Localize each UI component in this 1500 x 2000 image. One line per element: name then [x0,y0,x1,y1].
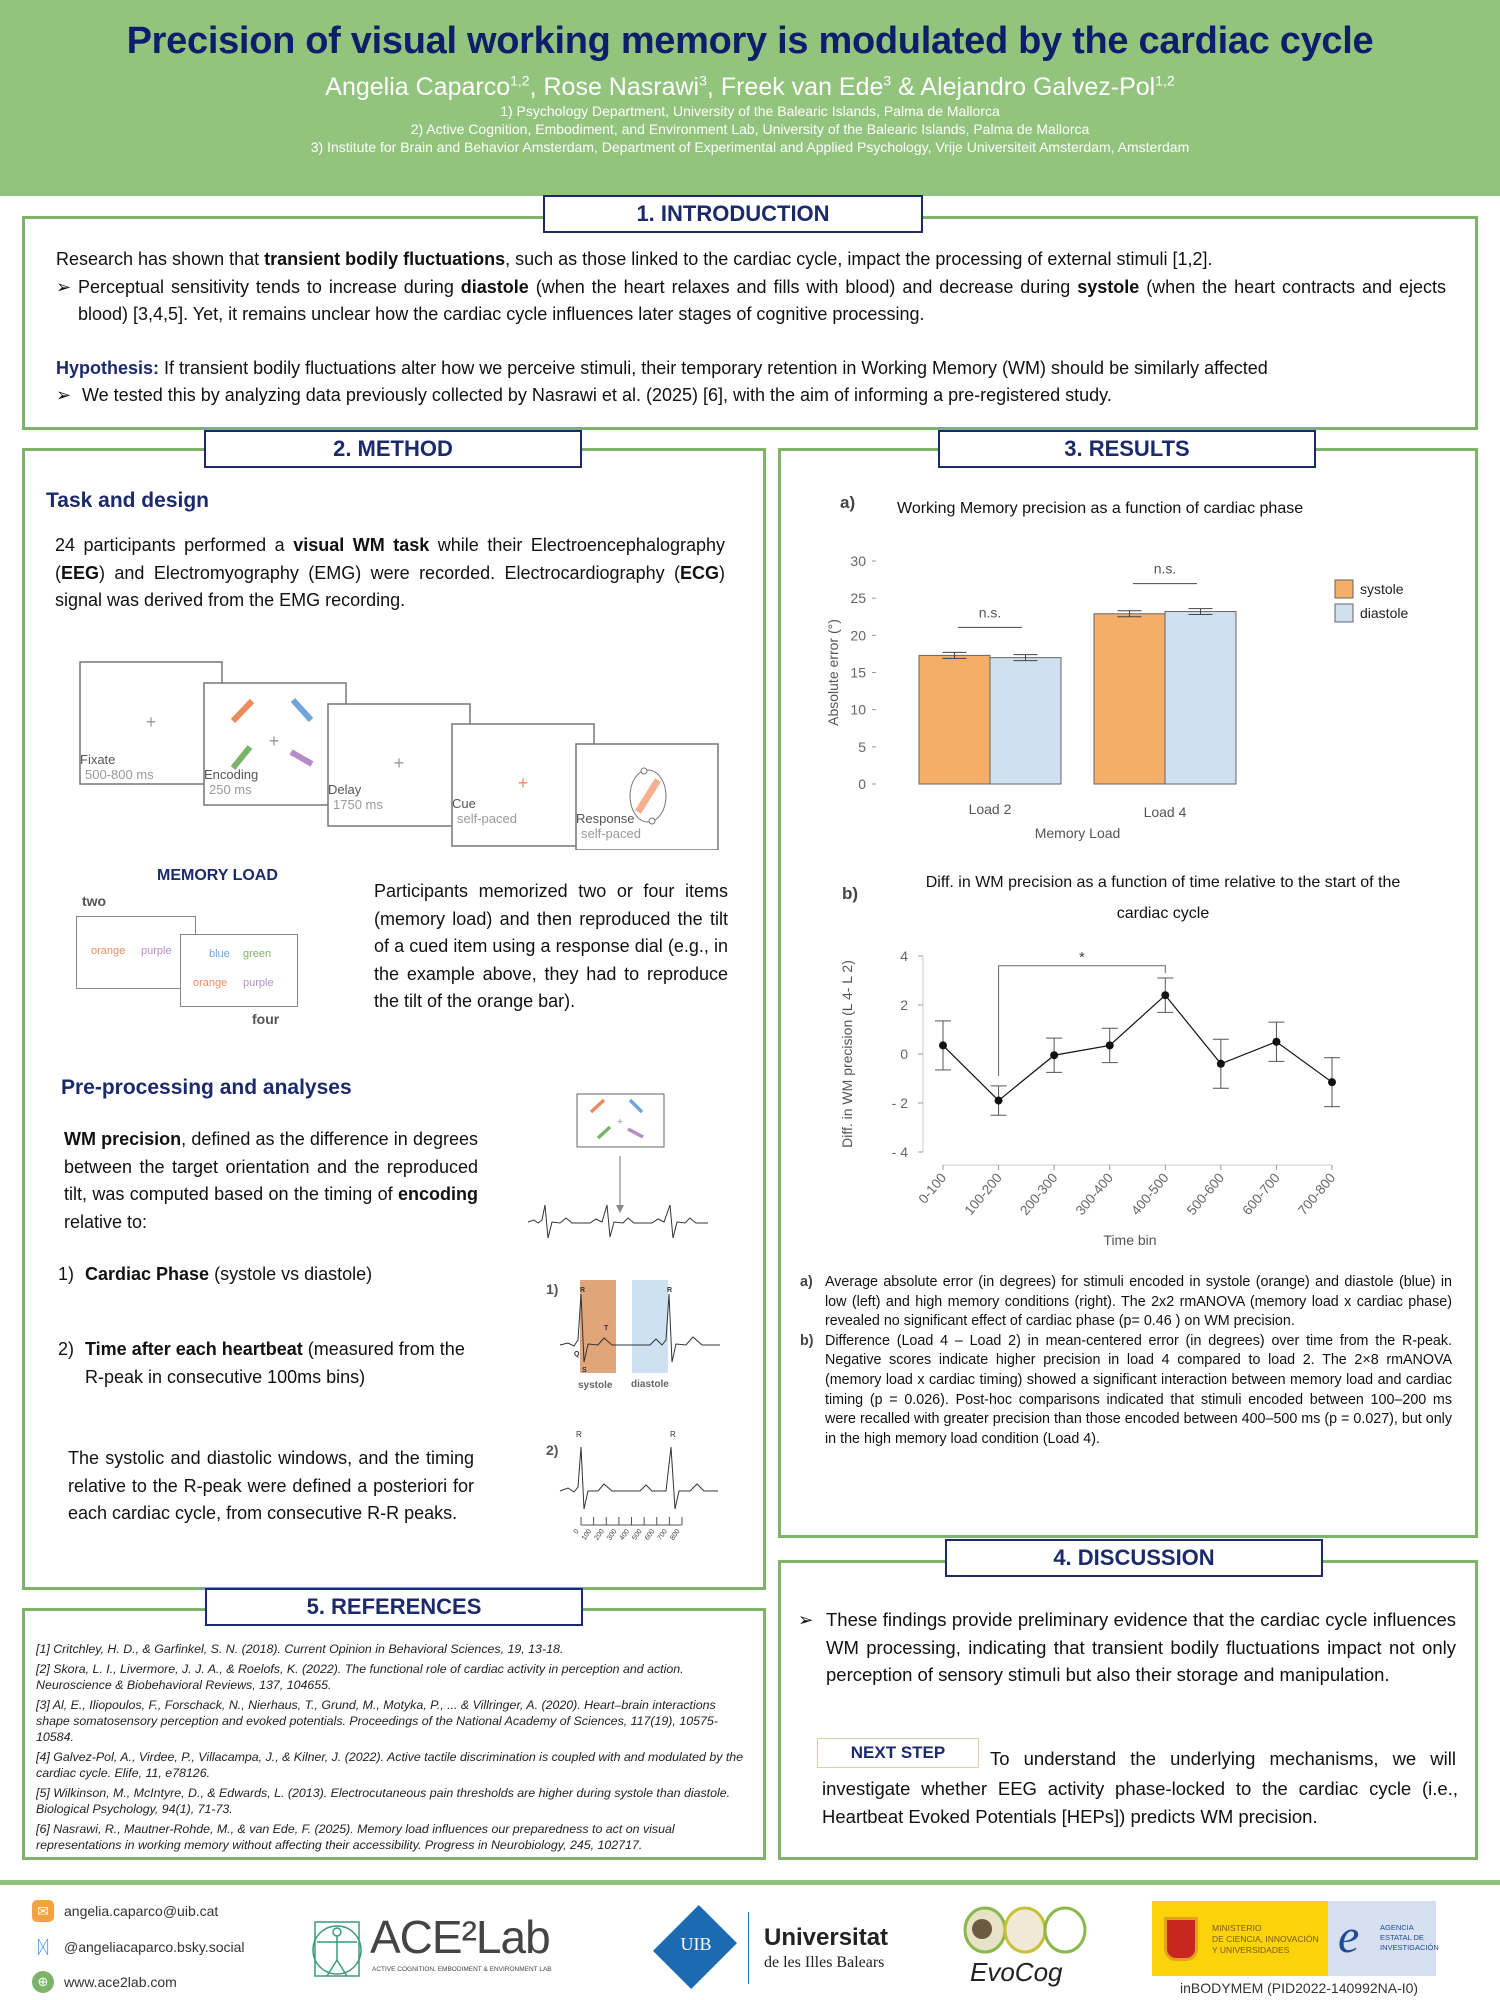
significance-bracket [999,966,1166,1076]
significance-label: * [1079,948,1085,966]
x-tick-label: 0-100 [915,1170,950,1207]
x-tick-label: Load 4 [1143,804,1187,820]
svg-text:+: + [145,712,157,732]
bin-tick-label: 500 [631,1528,644,1542]
item-purple: purple [243,977,274,989]
caption-a: a) Average absolute error (in degrees) for stimuli encoded in systole (orange) and diastole (blue) in low (left) and high memory conditions (right). The 2x2 rmANOVA (memory load x cardiac phase) revealed no significant effect of cardiac phase (p= 0.46 ) on WM precision. [800,1274,1452,1330]
bin-tick-label: 600 [643,1528,657,1542]
caption-b: b) Difference (Load 4 – Load 2) in mean-centered error (in degrees) over time from the R-peak. Negative scores indicate higher precision in load 4 compared to load 2. The 2×8 rmANOVA (memory load x cardiac timing) showed a significant interaction between memory load and cardiac timing (p = 0.026). Post-hoc comparisons indicated that stimuli encoded between 100–200 ms were recalled with greater precision than those encoded between 400–500 ms (p = 0.027), but only in the high memory load condition (Load 4). [800,1332,1452,1447]
stage-label-encoding: Encoding 250 ms [204,767,259,797]
stage-label-response: Response self-paced [576,811,641,841]
reference-item: [6] Nasrawi, R., Mautner-Rohde, M., & van Ede, F. (2025). Memory load influences our preparedness to act on visual representations in working memory without affecting their accessibility. Progress in Neurobiology, 245, 102717. [36,1822,675,1852]
x-tick-label: 500-600 [1183,1170,1228,1218]
intro-bullet: ➢ We tested this by analyzing data previously collected by Nasrawi et al. (2025) [6], with the aim of informing a pre-registered study. [56,385,1112,405]
x-tick-label: 400-500 [1128,1170,1172,1218]
svg-text:R: R [670,1430,676,1439]
legend-label-systole: systole [1360,581,1404,597]
data-point-100-200 [995,1097,1003,1105]
svg-text:T: T [604,1325,609,1332]
significance-label: n.s. [978,604,1002,621]
x-tick-label: 200-300 [1017,1170,1061,1218]
svg-text:+: + [517,773,529,793]
y-tick-label: 0 [858,776,866,792]
references-list [36,1641,748,1857]
y-tick-label: 10 [850,701,866,718]
y-tick-label: - 2 [891,1095,908,1111]
y-tick-label: 0 [900,1046,908,1062]
svg-text:R: R [580,1287,586,1294]
systole-window [580,1280,616,1373]
evocog-helix-icon [960,1905,1100,1955]
section-title-method: 2. METHOD [204,430,582,468]
ministry-logo: MINISTERIO DE CIENCIA, INNOVACIÓN Y UNIVERSIDADES [1152,1901,1328,1976]
item-green: green [243,948,272,960]
stage-label-cue: Cue self-paced [452,796,517,826]
x-axis-label: Time bin [1103,1232,1157,1248]
chart-title: Working Memory precision as a function of cardiac phase [897,500,1304,517]
poster-title: Precision of visual working memory is modulated by the cardiac cycle [126,20,1374,62]
reference-item: [5] Wilkinson, M., McIntyre, D., & Edwards, L. (2013). Electrocutaneous pain thresholds are higher during systole than diastole. Biological Psychology, 94(1), 71-73. [36,1786,731,1816]
windows-text: The systolic and diastolic windows, and the timing relative to the R-peak were defined a posteriori for each cardiac cycle, from consecutive R-R peaks. [68,1448,474,1523]
bin-tick-label: 0 [572,1528,581,1536]
section-title-references: 5. REFERENCES [205,1588,583,1626]
globe-icon: ⊕ [32,1971,54,1993]
affiliation: 2) Active Cognition, Embodiment, and Environment Lab, University of the Balearic Islands, Palma de Mallorca [410,121,1090,138]
contact-email[interactable]: ✉ angelia.caparco@uib.cat [32,1900,218,1922]
x-tick-label: 700-800 [1294,1170,1339,1218]
data-point-300-400 [1106,1041,1114,1049]
section-title-results: 3. RESULTS [938,430,1316,468]
data-point-200-300 [1050,1051,1058,1059]
data-point-600-700 [1272,1038,1280,1046]
screen-cue [452,724,594,846]
y-tick-label: 20 [850,627,866,644]
uib-logo: UIB Universitat de les Illes Balears [660,1902,910,1992]
task-design-heading: Task and design [46,489,209,512]
memory-load-four-screen [180,934,298,1007]
ace2lab-logo: ACE²Lab ACTIVE COGNITION, EMBODIMENT & ENVIRONMENT LAB [312,1908,612,1988]
legend-label-diastole: diastole [1360,605,1409,621]
task-design-text: 24 participants performed a visual WM task while their Electroencephalography (EEG) and Electromyography (EMG) were recorded. Electrocardiography (ECG) signal was derived from the EMG recording. [55,535,726,610]
author: Freek van Ede$^3$ & [720,73,921,102]
evocog-logo: EvoCog [960,1905,1110,1995]
item-orange: orange [91,945,126,957]
reference-item: [1] Critchley, H. D., & Garfinkel, S. N. (2018). Current Opinion in Behavioral Sciences, 19, 13-18. [36,1642,564,1656]
x-tick-label: Load 2 [968,801,1012,817]
item-purple: purple [141,945,172,957]
analysis-item-1: 1) Cardiac Phase (systole vs diastole) [58,1264,373,1284]
butterfly-icon: ᛞ [37,1937,49,1957]
data-point-0-100 [939,1041,947,1049]
item-orange: orange [193,977,228,989]
systole-label: systole [578,1380,613,1390]
memory-load-heading: MEMORY LOAD [157,867,278,884]
memory-load-two-screen [76,916,196,989]
y-axis-label: Absolute error (°) [825,619,841,726]
chart-a-bar-chart [820,488,1460,848]
author: Angelia Caparco$^{1,2}$, [325,73,544,102]
svg-text:S: S [582,1367,587,1374]
ecg2-label: 2) [546,1442,559,1458]
x-tick-label: 300-400 [1072,1170,1117,1218]
bar-diastole-load-4 [1165,612,1236,784]
legend-swatch-systole [1335,580,1353,598]
author: Rose Nasrawi$^3$, [543,73,721,102]
panel-label: b) [842,884,859,903]
memory-load-two-label: two [82,893,107,909]
encoding-ecg-figure [520,1090,760,1240]
diastole-window [632,1280,668,1373]
author: Alejandro Galvez-Pol$^{1,2}$ [920,73,1175,102]
section-title-introduction: 1. INTRODUCTION [543,195,923,233]
x-tick-label: 600-700 [1239,1170,1283,1218]
intro-bullet: ➢ Perceptual sensitivity tends to increase during diastole (when the heart relaxes and fills with blood) and decrease during systole (when the heart contracts and ejects blood) [3,4,5]. Yet, it remains unclear how the cardiac cycle influences later stages of cognitive processing. [56,277,1446,324]
discussion-bullet: ➢ These findings provide preliminary evidence that the cardiac cycle influences WM processing, indicating that transient bodily fluctuations impact not only perception of sensory stimuli but also their storage and manipulation. [798,1609,1456,1685]
method-panel [22,448,766,1590]
email-icon: ✉ [32,1900,54,1922]
y-tick-label: 2 [900,997,908,1013]
introduction-body [56,246,1446,409]
bar-systole-load-4 [1094,614,1165,784]
data-point-500-600 [1217,1060,1225,1068]
memory-load-four-label: four [252,1011,280,1027]
bin-tick-label: 200 [593,1528,606,1542]
section-title-discussion: 4. DISCUSSION [945,1539,1323,1577]
intro-paragraph: Research has shown that transient bodily fluctuations, such as those linked to the cardiac cycle, impact the processing of external stimuli [1,2]. [56,249,1213,269]
vitruvian-icon [312,1910,362,1986]
next-step-text-a: To understand the underlying mechanisms, we will [990,1748,1456,1769]
y-tick-label: - 4 [891,1144,908,1160]
reference-item: [3] Al, E., Iliopoulos, F., Forschack, N., Nierhaus, T., Grund, M., Motyka, P., ... & Villringer, A. (2020). Heart–brain interactions shape somatosensory perception and evoked potentials. Proceedings of the National Academy of Sciences, 117(19), 10575-10584. [36,1698,718,1744]
svg-text:R: R [576,1430,582,1439]
preprocessing-text: WM precision, defined as the difference in degrees between the target orientation and the reproduced tilt, was computed based on the timing of encoding relative to: [64,1129,478,1232]
cardiac-phase-figure [540,1270,760,1390]
y-tick-label: 25 [850,590,866,607]
data-point-700-800 [1328,1078,1336,1086]
bin-tick-label: 400 [618,1528,632,1542]
stage-label-delay: Delay 1750 ms [328,782,383,812]
bar-systole-load-2 [919,655,990,784]
svg-text:+: + [268,731,280,751]
data-point-400-500 [1161,991,1169,999]
ei-logo-icon: e [1338,1910,1360,1963]
next-step-text-b: investigate whether EEG activity phase-locked to the cardiac cycle (i.e., Heartbeat Evoked Potentials [HEPs]) predicts WM precision. [822,1778,1458,1827]
contact-website[interactable]: ⊕ www.ace2lab.com [32,1971,177,1993]
memory-load-text: Participants memorized two or four items (memory load) and then reproduced the tilt of a cued item using a response dial (e.g., in the example above, they had to reproduce the tilt of the orange bar). [374,881,728,1011]
diastole-label: diastole [631,1379,669,1390]
legend-swatch-diastole [1335,604,1353,622]
affiliation: 3) Institute for Brain and Behavior Amsterdam, Department of Experimental and Applied Psychology, Vrije Universiteit Amsterdam, Amsterdam [310,139,1190,156]
y-tick-label: 15 [850,664,866,681]
stage-label-fixate: Fixate 500-800 ms [80,752,154,782]
chart-b-line-chart [820,860,1460,1260]
svg-text:+: + [617,1117,623,1128]
hypothesis: Hypothesis: If transient bodily fluctuations alter how we perceive stimuli, their temporary retention in Working Memory (WM) should be similarly affected [56,358,1268,378]
svg-text:R: R [667,1287,673,1294]
bin-tick-label: 300 [606,1528,619,1542]
affiliation: 1) Psychology Department, University of the Balearic Islands, Palma de Mallorca [500,103,1000,120]
coat-of-arms-icon [1164,1917,1198,1961]
bin-tick-label: 700 [656,1528,670,1542]
panel-label: a) [840,493,856,512]
x-axis-label: Memory Load [1034,825,1121,841]
bin-tick-label: 800 [669,1528,682,1542]
bin-tick-label: 100 [580,1528,594,1542]
svg-text:+: + [393,753,405,773]
y-axis-label: Diff. in WM precision (L 4- L 2) [839,960,855,1148]
footer-divider [0,1880,1500,1885]
grant-id: inBODYMEM (PID2022-140992NA-I0) [1180,1980,1419,1996]
agencia-logo: e AGENCIA ESTATAL DE INVESTIGACIÓN [1328,1901,1436,1976]
analysis-item-2: 2) Time after each heartbeat (measured from the R-peak in consecutive 100ms bins) [58,1339,465,1387]
series-line [943,995,1332,1100]
next-step-badge: NEXT STEP [817,1738,979,1768]
y-tick-label: 30 [850,553,866,569]
poster-header [0,0,1500,196]
contact-bluesky[interactable]: ᛞ @angeliacaparco.bsky.social [32,1936,245,1958]
x-tick-label: 100-200 [961,1170,1005,1218]
ecg1-label: 1) [546,1281,559,1297]
preprocessing-heading: Pre-processing and analyses [61,1076,352,1099]
significance-label: n.s. [1153,560,1177,577]
bar-diastole-load-2 [990,658,1061,784]
chart-title: Diff. in WM precision as a function of time relative to the start of the cardiac cycle [925,874,1401,922]
authors-line [0,73,1500,102]
svg-text:Q: Q [574,1351,580,1358]
y-tick-label: 5 [858,738,866,755]
y-tick-label: 4 [900,948,908,964]
reference-item: [2] Skora, L. I., Livermore, J. J. A., & Roelofs, K. (2022). The functional role of cardiac activity in perception and action. Neuroscience & Biobehavioral Reviews, 137, 104655. [36,1662,684,1692]
item-blue: blue [209,948,230,960]
time-bins-figure [540,1425,760,1555]
results-caption [800,1273,1452,1449]
reference-item: [4] Galvez-Pol, A., Virdee, P., Villacampa, J., & Kilner, J. (2022). Active tactile discrimination is coupled with and modulated by the cardiac cycle. Elife, 11, e78126. [36,1750,744,1780]
